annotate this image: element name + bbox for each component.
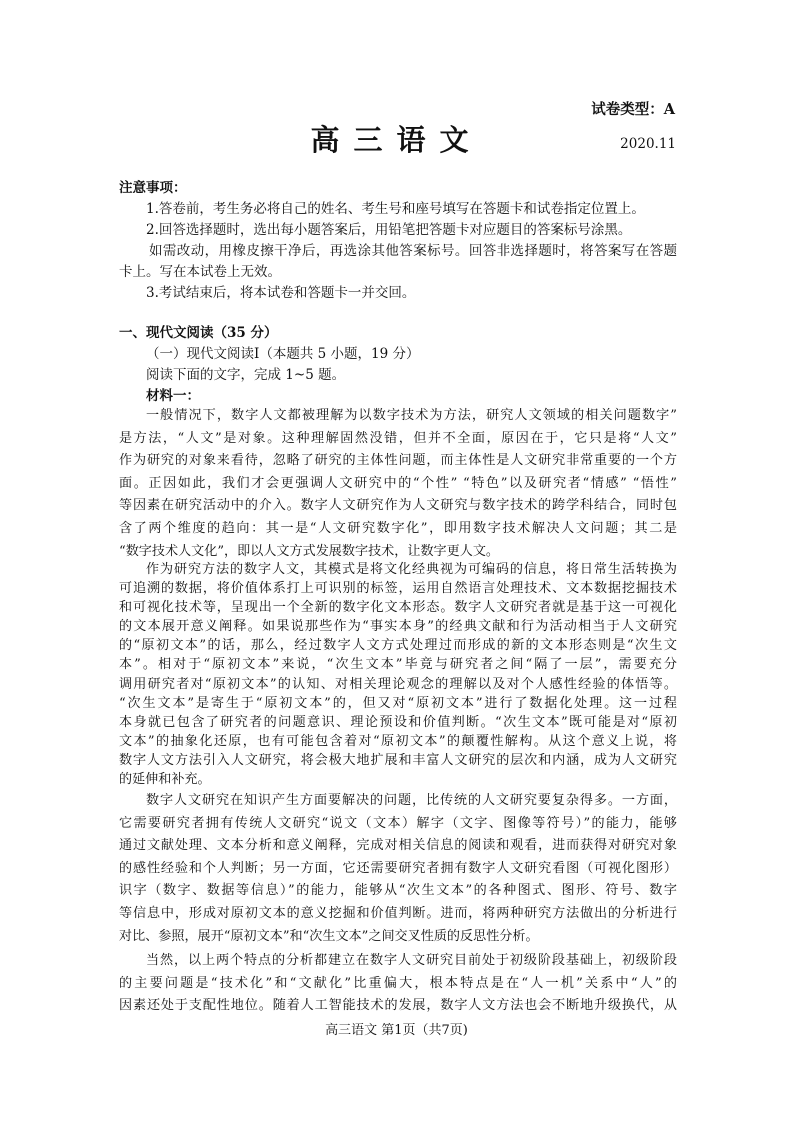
exam-type-label: 试卷类型：A	[591, 101, 675, 118]
subsection-heading: （一）现代文阅读Ⅰ（本题共 5 小题，19 分）	[146, 346, 420, 362]
exam-date: 2020.11	[620, 136, 676, 152]
text-line: 的“原初文本”的话，那么，经过数字人文方式处理过而形成的新的文本形态则是“次生文	[119, 638, 677, 654]
reading-instruction: 阅读下面的文字，完成 1~5 题。	[146, 367, 346, 383]
text-line: 调用研究者对“原初文本”的认知、对相关理论观念的理解以及对个人感性经验的体悟等。	[119, 676, 677, 692]
text-line: 对比、参照，展开“原初文本”和“次生文本”之间交叉性质的反思性分析。	[119, 928, 539, 944]
text-line: 和可视化技术等，呈现出一个全新的数字化文本形态。数字人文研究者就是基于这一可视化	[119, 600, 677, 616]
notice-item-1: 1.答卷前，考生务必将自己的姓名、考生号和座号填写在答题卡和试卷指定位置上。	[146, 201, 645, 217]
text-line: 文本”的抽象化还原，也有可能包含着对“原初文本”的颠覆性解构。从这个意义上说，将	[119, 733, 677, 749]
text-line: 的文本展开意义阐释。如果说那些作为“事实本身”的经典文献和行为活动相当于人文研究	[119, 619, 677, 635]
notice-section	[119, 178, 677, 304]
text-line: 作为研究的对象来看待，忽略了研究的主体性问题，而主体性是人文研究非常重要的一个方	[119, 453, 677, 469]
text-line: 当然，以上两个特点的分析都建立在数字人文研究目前处于初级阶段基础上，初级阶段	[146, 953, 677, 968]
notice-item-3: 3.考试结束后，将本试卷和答题卡一并交回。	[146, 285, 416, 301]
paragraph-3	[119, 790, 677, 948]
paragraph-1	[119, 405, 677, 563]
paragraph-4	[119, 950, 677, 1018]
text-line: 是方法，“人文”是对象。这种理解固然没错，但并不全面，原因在于，它只是将“人文”	[119, 430, 677, 446]
text-line: 可追溯的数据，将价值体系打上可识别的标签，运用自然语言处理技术、文本数据挖掘技术	[119, 581, 677, 597]
text-line: 识字（数字、数据等信息）”的能力，能够从“次生文本”的各种图式、图形、符号、数字	[119, 883, 677, 899]
text-line: 因素还处于支配性地位。随着人工智能技术的发展，数字人文方法也会不断地升级换代，从	[119, 998, 677, 1014]
text-line: 数字人文研究在知识产生方面要解决的问题，比传统的人文研究要复杂得多。一方面，	[146, 793, 677, 808]
text-line: 它需要研究者拥有传统人文研究“说文（文本）解字（文字、图像等符号）”的能力，能够	[119, 815, 677, 831]
material-label: 材料一：	[146, 388, 200, 404]
text-line: 本身就已包含了研究者的问题意识、理论预设和价值判断。“次生文本”既可能是对“原初	[119, 714, 677, 730]
text-line: 面。正因如此，我们才会更强调人文研究中的“个性” “特色”以及研究者“情感” “悟性”	[119, 475, 677, 491]
text-line: 本”。相对于“原初文本”来说，“次生文本”毕竟与研究者之间“隔了一层”，需要充分	[119, 657, 677, 673]
text-line: 数字人文方法引入人文研究，将会极大地扩展和丰富人文研究的层次和内涵，成为人文研究	[119, 752, 677, 768]
text-line: 的感性经验和个人判断；另一方面，它还需要研究者拥有数字人文研究看图（可视化图形）	[119, 860, 677, 876]
text-line: 等因素在研究活动中的介入。数字人文研究作为人文研究与数字技术的跨学科结合，同时包	[119, 498, 677, 514]
paragraph-2	[119, 560, 677, 789]
text-line: 的延伸和补充。	[119, 772, 211, 788]
text-line: 等信息中，形成对原初文本的意义挖掘和价值判断。进而，将两种研究方法做出的分析进行	[119, 905, 677, 921]
notice-item-2-continued-end: 卡上。写在本试卷上无效。	[119, 264, 281, 280]
page-title: 高三语文	[310, 123, 483, 157]
text-line: 作为研究方法的数字人文，其模式是将文化经典视为可编码的信息，将日常生活转换为	[146, 562, 677, 577]
notice-item-2: 2.回答选择题时，选出每小题答案后，用铅笔把答题卡对应题目的答案标号涂黑。	[146, 222, 632, 238]
section-heading: 一、现代文阅读（35 分）	[119, 325, 278, 341]
page-footer: 高三语文 第1页（共7页)	[325, 1023, 468, 1038]
text-line: “次生文本”是寄生于“原初文本”的，但又对“原初文本”进行了数据化处理。这一过程	[119, 695, 677, 711]
section-1-header	[119, 323, 677, 407]
notice-item-2-continued: 如需改动，用橡皮擦干净后，再选涂其他答案标号。回答非选择题时，将答案写在答题	[149, 243, 677, 259]
text-line: 一般情况下，数字人文都被理解为以数字技术为方法，研究人文领域的相关问题数字”	[146, 408, 677, 423]
text-line: 通过文献处理、文本分析和意义阐释，完成对相关信息的阅读和观看，进而获得对研究对象	[119, 838, 677, 854]
text-line: 的主要问题是“技术化”和“文献化”比重偏大，根本特点是在“人一机”关系中“人”的	[119, 975, 677, 991]
text-line: 含了两个维度的趋向：其一是“人文研究数字化”，即用数字技术解决人文问题；其二是	[119, 520, 677, 536]
text-line: “数字技术人文化”，即以人文方式发展数字技术，让数字更人文。	[119, 543, 500, 559]
notice-heading: 注意事项：	[119, 180, 187, 196]
